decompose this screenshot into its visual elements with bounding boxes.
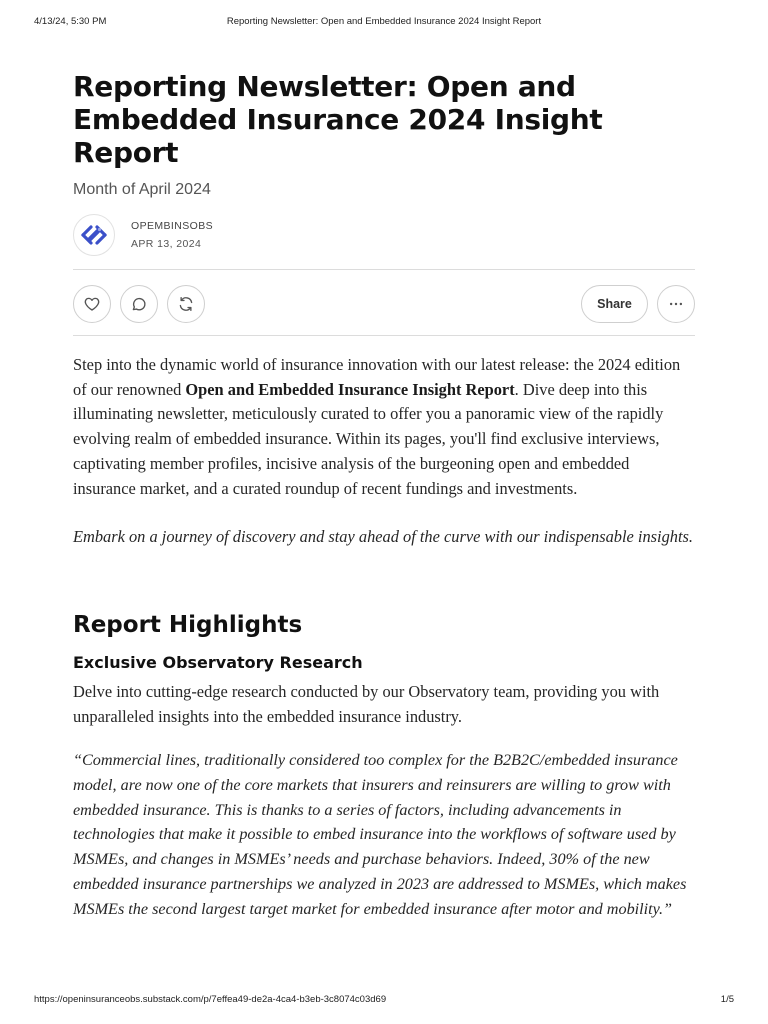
comment-button[interactable] bbox=[120, 285, 158, 323]
byline-meta bbox=[131, 220, 213, 250]
more-options-button[interactable] bbox=[657, 285, 695, 323]
print-datetime: 4/13/24, 5:30 PM bbox=[34, 16, 107, 27]
ellipsis-icon bbox=[667, 295, 685, 313]
intro-text: Step into the dynamic world of insurance innovation with our latest release: the 2024 edition of our renowned bbox=[73, 355, 681, 399]
print-doc-title: Reporting Newsletter: Open and Embedded Insurance 2024 Insight Report bbox=[226, 16, 542, 27]
article bbox=[73, 70, 695, 921]
subsection-text: Delve into cutting-edge research conducted by our Observatory team, providing you with unparalleled insights into the embedded insurance industry. bbox=[73, 681, 660, 726]
report-name: Open and Embedded Insurance Insight Report bbox=[185, 379, 515, 399]
share-button[interactable]: Share bbox=[581, 285, 648, 323]
post-action-bar bbox=[73, 269, 695, 336]
post-date: APR 13, 2024 bbox=[131, 238, 202, 250]
restack-icon bbox=[177, 295, 195, 313]
author-name[interactable]: OPEMBINSOBS bbox=[131, 220, 214, 232]
research-quote: “Commercial lines, traditionally considered too complex for the B2B2C/embedded insurance model, are now one of the core markets that insurers and reinsurers are willing to grow with embedded insurance. This is thanks to a series of factors, including advancements in technologies that make it possible to embed insurance into the workflows of software used by MSMEs, and changes in MSMEs’ needs and purchase behaviors. Indeed, 30% of the new embedded insurance partnerships we analyzed in 2023 are addressed to MSMEs, which makes MSMEs the second largest target market for embedded insurance after motor and mobility.” bbox=[73, 751, 687, 918]
post-title: Reporting Newsletter: Open and Embedded Insurance 2024 Insight Report bbox=[73, 70, 603, 169]
avatar[interactable] bbox=[73, 214, 115, 256]
intro-tagline: Embark on a journey of discovery and stay ahead of the curve with our indispensable insights. bbox=[73, 527, 694, 547]
like-button[interactable] bbox=[73, 285, 111, 323]
section-heading: Report Highlights bbox=[73, 611, 303, 638]
print-url: https://openinsuranceobs.substack.com/p/7effea49-de2a-4ca4-b3eb-3c8074c03d69 bbox=[34, 994, 387, 1005]
print-header bbox=[34, 16, 734, 30]
post-subtitle: Month of April 2024 bbox=[73, 181, 211, 198]
intro-text-continued: . Dive deep into this illuminating newsletter, meticulously curated to offer you a panoramic view of the rapidly evolving realm of embedded insurance. Within its pages, you'll find exclusive interviews, captivating member profiles, incisive analysis of the burgeoning open and embedded insurance market, and a curated roundup of recent fundings and investments. bbox=[73, 379, 664, 498]
print-page-number: 1/5 bbox=[720, 994, 734, 1005]
publication-logo-icon bbox=[77, 218, 111, 252]
subsection-heading: Exclusive Observatory Research bbox=[73, 652, 363, 672]
byline bbox=[73, 213, 695, 257]
restack-button[interactable] bbox=[167, 285, 205, 323]
comment-icon bbox=[130, 295, 148, 313]
print-footer bbox=[34, 994, 734, 1008]
heart-icon bbox=[83, 295, 101, 313]
intro-paragraph bbox=[73, 353, 695, 501]
post-body bbox=[73, 353, 695, 550]
